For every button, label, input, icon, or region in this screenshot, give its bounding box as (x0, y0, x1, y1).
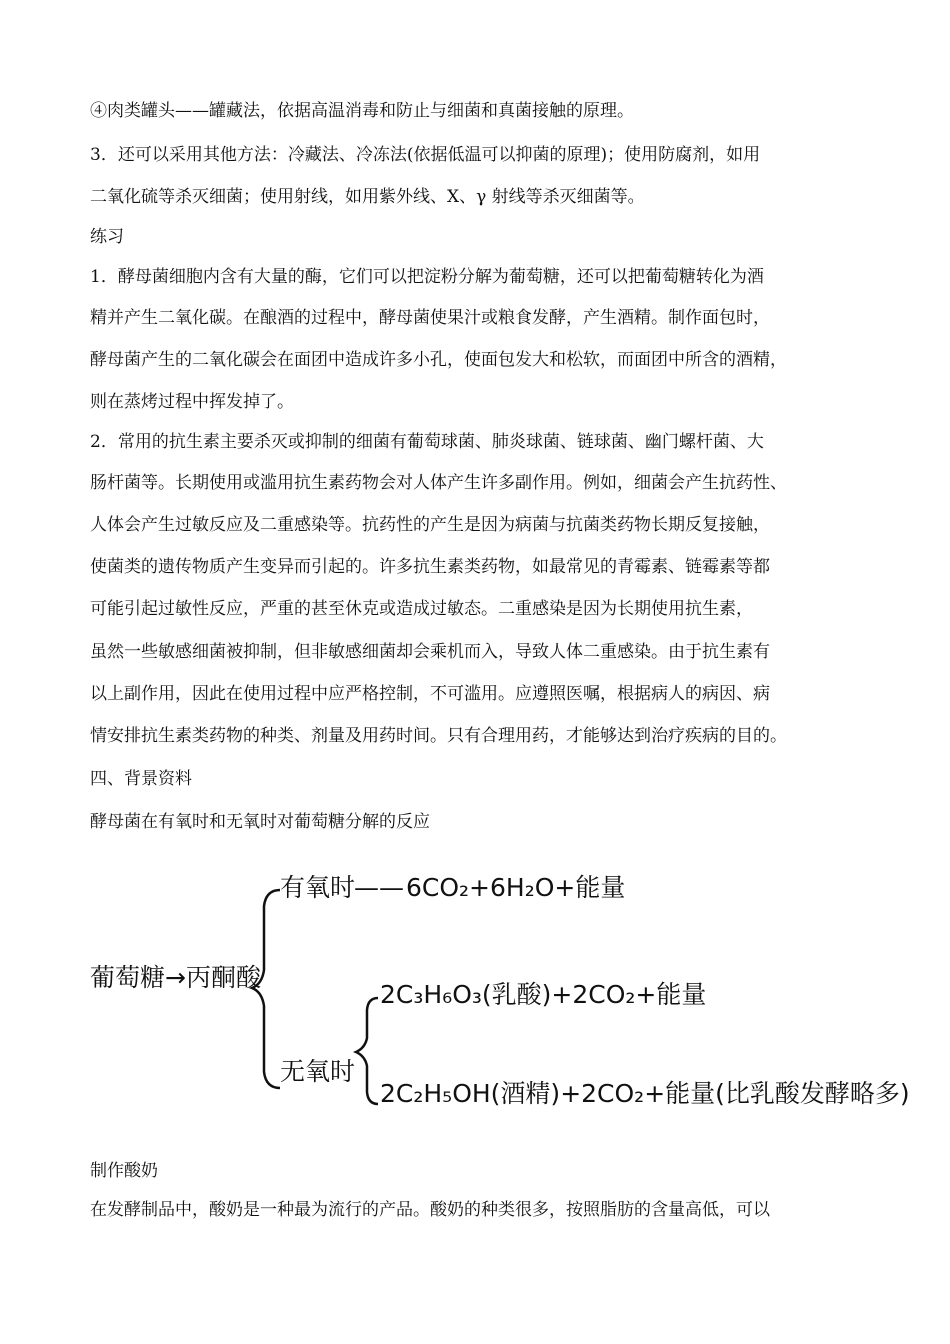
anaerobic-label: 无氧时 (280, 1057, 356, 1086)
text-line: 在发酵制品中，酸奶是一种最为流行的产品。酸奶的种类很多，按照脂肪的含量高低，可以 (90, 1200, 770, 1220)
aerobic-product: 6CO₂+6H₂O+能量 (406, 873, 626, 902)
text-line: 以上副作用，因此在使用过程中应严格控制，不可滥用。应遵照医嘱，根据病人的病因、病 (90, 684, 770, 704)
diagram-caption: 酵母菌在有氧时和无氧时对葡萄糖分解的反应 (90, 812, 430, 832)
aerobic-label: 有氧时 (280, 873, 356, 902)
text-line: 肠杆菌等。长期使用或滥用抗生素药物会对人体产生许多副作用。例如，细菌会产生抗药性、 (90, 473, 787, 493)
diagram-start: 葡萄糖→丙酮酸 (90, 963, 261, 992)
section-heading-practice: 练习 (90, 227, 124, 247)
text-line: ④肉类罐头——罐藏法，依据高温消毒和防止与细菌和真菌接触的原理。 (90, 101, 634, 121)
text-line: 二氧化硫等杀灭细菌；使用射线，如用紫外线、X、γ 射线等杀灭细菌等。 (90, 187, 645, 207)
anaerobic-product-lactic: 2C₃H₆O₃(乳酸)+2CO₂+能量 (380, 980, 707, 1009)
section-heading-background: 四、背景资料 (90, 769, 192, 789)
text-line: 2．常用的抗生素主要杀灭或抑制的细菌有葡萄球菌、肺炎球菌、链球菌、幽门螺杆菌、大 (90, 432, 764, 452)
text-line: 情安排抗生素类药物的种类、剂量及用药时间。只有合理用药，才能够达到治疗疾病的目的。 (90, 726, 787, 746)
text-line: 3．还可以采用其他方法：冷藏法、冷冻法(依据低温可以抑菌的原理)；使用防腐剂，如用 (90, 145, 761, 165)
text-line: 人体会产生过敏反应及二重感染等。抗药性的产生是因为病菌与抗菌类药物长期反复接触， (90, 515, 770, 535)
aerobic-dash: —— (354, 873, 404, 902)
glucose-breakdown-diagram (88, 858, 910, 1128)
text-line: 精并产生二氧化碳。在酿酒的过程中，酵母菌使果汁或粮食发酵，产生酒精。制作面包时， (90, 308, 770, 328)
anaerobic-product-alcohol: 2C₂H₅OH(酒精)+2CO₂+能量(比乳酸发酵略多) (380, 1079, 910, 1108)
text-line: 可能引起过敏性反应，严重的甚至休克或造成过敏态。二重感染是因为长期使用抗生素， (90, 599, 753, 619)
section-heading-yogurt: 制作酸奶 (90, 1161, 158, 1181)
text-line: 虽然一些敏感细菌被抑制，但非敏感细菌却会乘机而入，导致人体二重感染。由于抗生素有 (90, 642, 770, 662)
text-line: 则在蒸烤过程中挥发掉了。 (90, 392, 294, 412)
text-line: 1．酵母菌细胞内含有大量的酶，它们可以把淀粉分解为葡萄糖，还可以把葡萄糖转化为酒 (90, 267, 764, 287)
text-line: 使菌类的遗传物质产生变异而引起的。许多抗生素类药物，如最常见的青霉素、链霉素等都 (90, 557, 770, 577)
right-brace (356, 998, 378, 1104)
text-line: 酵母菌产生的二氧化碳会在面团中造成许多小孔，使面包发大和松软，而面团中所含的酒精， (90, 350, 787, 370)
